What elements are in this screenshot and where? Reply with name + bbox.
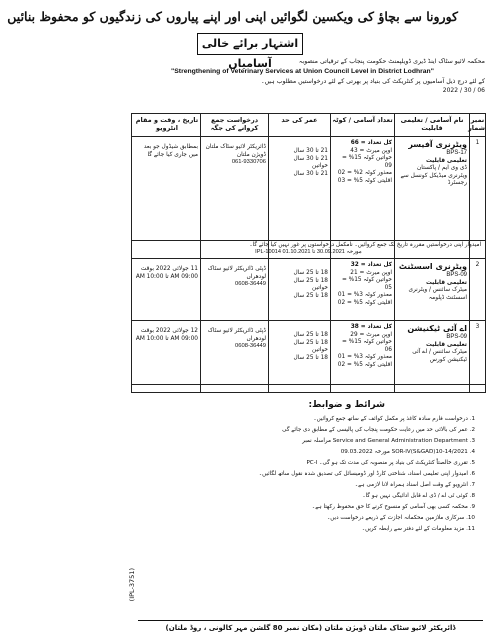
row3-age xyxy=(271,332,328,382)
row2-count xyxy=(333,262,392,318)
term-item: 7. انٹرویو کے وقت اصل اسناد ہمراہ لانا لازمی ہے۔ xyxy=(354,482,475,488)
intro-line-1: محکمہ لائیو سٹاک اینڈ ڈیری ڈویلپمنٹ حکومت پنجاب کے ترقیاتی منصوبہ xyxy=(298,58,485,65)
row2-post xyxy=(397,262,467,318)
terms-list xyxy=(145,414,475,535)
header-age: عمر کی حد xyxy=(281,116,318,124)
row3-date: 12 جولائی 2022 بوقت 09:00 AM تا 10:00 AM xyxy=(135,328,198,342)
row-divider xyxy=(132,136,485,137)
table-note xyxy=(132,241,485,259)
row2-qual: میٹرک سائنس / ویٹرنری اسسٹنٹ ڈپلومہ xyxy=(408,287,467,301)
row2-age-3: خواتین xyxy=(312,285,328,292)
term-item: 6. امیدوار اپنی تعلیمی اسناد، شناختی کارڈ اور ڈومیسائل کی تصدیق شدہ نقول ساتھ لگائیں۔ xyxy=(258,471,475,477)
row3-submit xyxy=(203,328,266,382)
row2-quota-4: اقلیتی کوٹہ 5% = 02 xyxy=(337,299,392,306)
row2-phone: 0608-36449 xyxy=(235,281,266,288)
row2-quota-2: خواتین کوٹہ 15% = 05 xyxy=(341,277,392,291)
term-item: 4. SOR-IV(S&GAD)10-14/2021 مورخہ 09.03.2022 xyxy=(340,449,475,455)
row3-qual-title: تعلیمی قابلیت xyxy=(426,341,467,348)
row3-qual: میٹرک سائنس / اے آئی ٹیکنیشن کورس xyxy=(412,349,467,363)
row1-quota-1: اوپن میرٹ = 43 xyxy=(350,147,392,154)
row2-quota-1: اوپن میرٹ = 21 xyxy=(350,269,392,276)
row3-phone: 0608-36449 xyxy=(235,343,266,350)
row3-bps: BPS-09 xyxy=(446,334,467,340)
intro-line-2: کے لئے درج ذیل آسامیوں پر کنٹریکٹ کی بنیاد پر بھرتی کے لئے درخواستیں مطلوب ہیں۔ xyxy=(260,78,485,85)
row1-qual-title: تعلیمی قابلیت xyxy=(426,157,467,164)
row1-age-1: 21 تا 30 سال xyxy=(293,148,328,154)
row2-post-title: ویٹرنری اسسٹنٹ xyxy=(398,262,467,271)
vacancies-banner: اشتہار برائے خالی آسامیاں xyxy=(197,33,303,55)
term-item: 2. عمر کی بالائی حد میں رعایت حکومت پنجاب کی پالیسی کے مطابق دی جائے گی xyxy=(282,427,475,433)
row2-age-1: 18 تا 25 سال xyxy=(293,270,328,276)
row2-date: 11 جولائی 2022 بوقت 09:00 AM تا 10:00 AM xyxy=(135,266,198,280)
term-item: 9. محکمہ کسی بھی آسامی کو منسوخ کرنے کا حق محفوظ رکھتا ہے۔ xyxy=(311,504,475,510)
footer-address: ڈائریکٹر لائیو سٹاک ملتان ڈویژن ملتان (مکان نمبر 80 گلشن مہر کالونی ، روڈ ملتان) xyxy=(138,620,483,635)
term-item: 8. کوئی ٹی اے / ڈی اے قابل ادائیگی نہیں ہو گا۔ xyxy=(362,493,475,499)
row3-age-3: خواتین xyxy=(312,347,328,354)
row1-total: کل تعداد = 66 xyxy=(350,140,392,146)
row2-bps: BPS-09 xyxy=(446,272,467,278)
row1-count xyxy=(333,140,392,238)
row1-age-2: 21 تا 30 سال xyxy=(293,155,328,162)
row3-age-2: 18 تا 25 سال xyxy=(293,339,328,346)
row2-age-4: 18 تا 25 سال xyxy=(293,292,328,299)
row1-qual: ڈی وی ایم / پاکستان ویٹرنری میڈیکل کونسل سے رجسٹرڈ xyxy=(400,165,467,187)
header-date: تاریخ ، وقت و مقام انٹرویو xyxy=(135,116,199,132)
row3-post xyxy=(397,324,467,382)
header-count: تعداد آسامی / کوٹہ xyxy=(332,116,393,124)
slogan-heading: کورونا سے بچاؤ کی ویکسین لگوائیں اپنی اور اپنے پیاروں کی زندگیوں کو محفوظ بنائیں xyxy=(7,9,458,24)
row3-quota-2: خواتین کوٹہ 15% = 06 xyxy=(341,339,392,353)
row1-submit-place: ڈائریکٹر لائیو سٹاک ملتان ڈویژن ملتان xyxy=(205,144,266,158)
vacancy-table xyxy=(131,113,486,393)
row2-age xyxy=(271,270,328,318)
row3-serial: 3 xyxy=(475,324,480,330)
term-item: 10. سرکاری ملازمین محکمانہ اجازت کے ذریعے درخواست دیں۔ xyxy=(326,515,475,521)
row3-total: کل تعداد = 38 xyxy=(350,324,392,330)
term-item: 3. Service and General Administration Department مراسلہ نمبر xyxy=(302,438,475,444)
term-item: 11. مزید معلومات کے لئے دفتر سے رابطہ کریں۔ xyxy=(361,526,475,532)
table-note-2: IPL-10014 مورخہ 30.09.2021 تا 01.10.2021 xyxy=(255,249,362,255)
row2-serial: 2 xyxy=(475,262,480,268)
header-serial: نمبر شمار xyxy=(468,116,485,132)
row1-serial: 1 xyxy=(475,140,480,146)
publish-date: 2022 / 30 / 06 xyxy=(442,87,485,94)
row2-qual-title: تعلیمی قابلیت xyxy=(426,279,467,286)
row3-count xyxy=(333,324,392,382)
intro-paragraph xyxy=(120,57,485,107)
term-item: 5. تقرری خالصتاً کنٹریکٹ کی بنیاد پر منصوبہ کی مدت تک ہو گی۔ PC-I xyxy=(306,460,475,466)
row1-age-4: 21 تا 30 سال xyxy=(293,170,328,177)
header-submit: درخواست جمع کروانے کی جگہ xyxy=(210,116,259,132)
row1-post xyxy=(397,140,467,238)
row1-date: بمطابق شیڈول جو بعد میں جاری کیا جائے گا xyxy=(143,144,198,158)
row3-quota-4: اقلیتی کوٹہ 5% = 02 xyxy=(337,361,392,368)
ipl-number: (IPL-3751) xyxy=(128,568,136,602)
terms-heading: شرائط و ضوابط: xyxy=(308,400,385,410)
project-title: "Strengthening of Veterinary Services at Union Council Level in District Lodhran" xyxy=(171,68,434,75)
header-post: نام آسامی / تعلیمی قابلیت xyxy=(400,116,464,132)
row1-quota-3: معذور کوٹہ 2% = 02 xyxy=(337,170,392,177)
row1-phone: 061-9330706 xyxy=(231,159,266,166)
row3-age-1: 18 تا 25 سال xyxy=(293,332,328,338)
row2-total: کل تعداد = 32 xyxy=(350,262,392,268)
row3-age-4: 18 تا 25 سال xyxy=(293,354,328,361)
row1-quota-2: خواتین کوٹہ 15% = 09 xyxy=(341,155,392,169)
row1-age xyxy=(271,148,328,238)
row3-quota-1: اوپن میرٹ = 29 xyxy=(350,331,392,338)
row1-submit xyxy=(203,144,266,238)
term-item: 1. درخواست فارم سادہ کاغذ پر مکمل کوائف کے ساتھ جمع کروائیں۔ xyxy=(313,416,475,422)
row2-age-2: 18 تا 25 سال xyxy=(293,277,328,284)
row3-quota-3: معذور کوٹہ 3% = 01 xyxy=(337,354,392,361)
row2-submit-place: ڈپٹی ڈائریکٹر لائیو سٹاک لودھراں xyxy=(207,266,266,280)
row-divider xyxy=(132,384,485,385)
row1-quota-4: اقلیتی کوٹہ 5% = 03 xyxy=(337,177,392,184)
row1-bps: BPS-17 xyxy=(446,150,467,156)
row1-post-title: ویٹرنری آفیسر xyxy=(408,140,467,149)
row-divider xyxy=(132,320,485,321)
row1-age-3: خواتین xyxy=(312,163,328,170)
row2-quota-3: معذور کوٹہ 3% = 01 xyxy=(337,292,392,299)
row3-post-title: اے آئی ٹیکنیشن xyxy=(407,324,467,333)
table-note-1: امیدوار اپنی درخواستیں مقررہ تاریخ تک جمع کروائیں۔ نامکمل درخواستوں پر غور نہیں کیا جائے گا۔ xyxy=(249,242,481,248)
row3-submit-place: ڈپٹی ڈائریکٹر لائیو سٹاک لودھراں xyxy=(207,328,266,342)
row2-submit xyxy=(203,266,266,318)
